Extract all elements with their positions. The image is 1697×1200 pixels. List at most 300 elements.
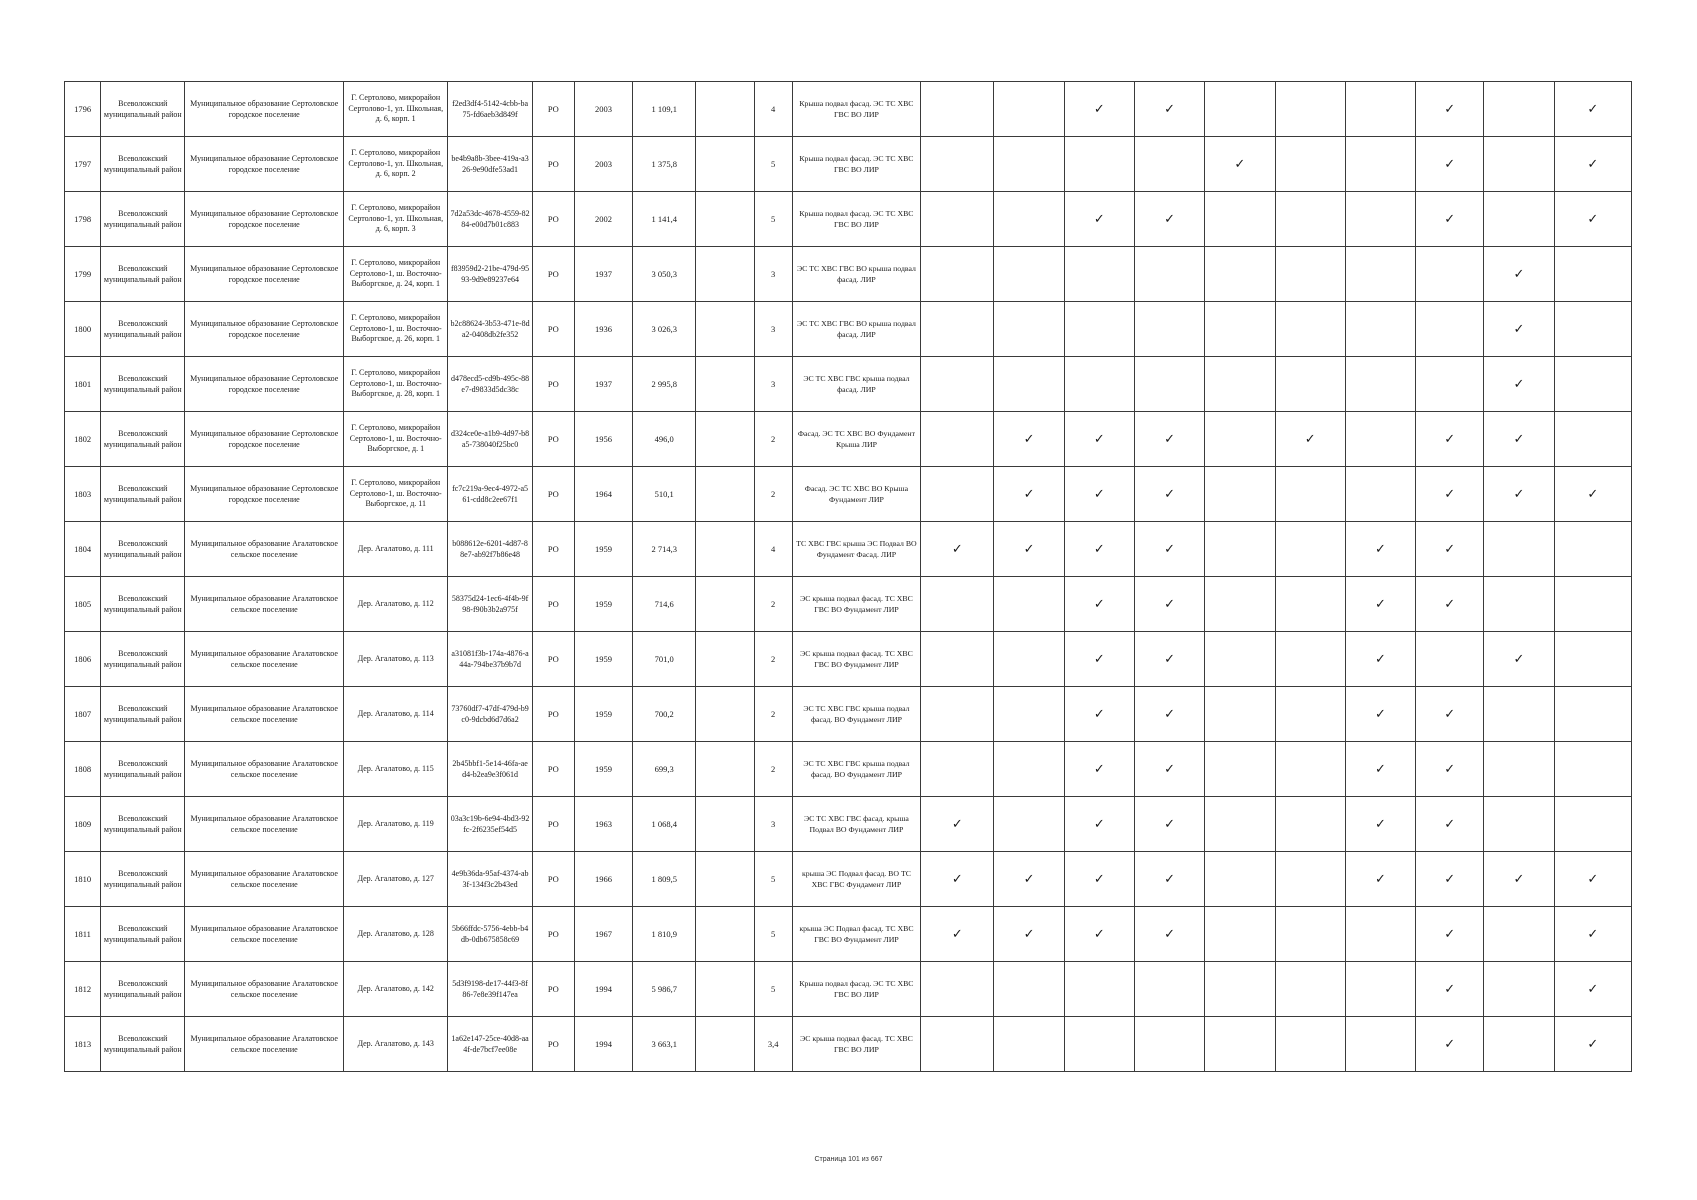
works-list-cell: ЭС ТС ХВС ГВС крыша подвал фасад. ЛИР (792, 357, 920, 412)
check-mark-icon: ✓ (1164, 486, 1176, 502)
area-cell: 3 050,3 (633, 247, 696, 302)
fund-type-cell: РО (532, 577, 574, 632)
fias-code-cell: 7d2a53dc-4678-4559-8284-e00d7b01c883 (448, 192, 532, 247)
work-check-cell-5 (1205, 1017, 1275, 1072)
build-year-cell: 1959 (574, 577, 632, 632)
work-check-cell-3 (1064, 247, 1134, 302)
work-check-cell-3 (1064, 962, 1134, 1017)
works-list-cell: ЭС ТС ХВС ГВС ВО крыша подвал фасад. ЛИР (792, 247, 920, 302)
district-cell: Всеволожский муниципальный район (101, 1017, 185, 1072)
build-year-cell: 1994 (574, 962, 632, 1017)
row-number-cell: 1812 (65, 962, 101, 1017)
work-check-cell-7 (1345, 687, 1415, 742)
address-cell: Г. Сертолово, микрорайон Сертолово-1, ш. Восточно-Выборгское, д. 24, корп. 1 (344, 247, 448, 302)
fund-type-cell: РО (532, 632, 574, 687)
work-check-cell-4 (1134, 632, 1204, 687)
row-number-cell: 1804 (65, 522, 101, 577)
row-number-cell: 1806 (65, 632, 101, 687)
works-list-cell: ТС ХВС ГВС крыша ЭС Подвал ВО Фундамент Фасад. ЛИР (792, 522, 920, 577)
work-check-cell-8 (1416, 632, 1484, 687)
work-check-cell-2 (994, 467, 1064, 522)
check-mark-icon: ✓ (951, 816, 963, 832)
work-check-cell-1 (921, 302, 994, 357)
build-year-cell: 1966 (574, 852, 632, 907)
work-check-cell-5 (1205, 577, 1275, 632)
work-check-cell-7 (1345, 522, 1415, 577)
work-check-cell-2 (994, 632, 1064, 687)
floors-cell: 5 (754, 137, 792, 192)
work-check-cell-9 (1484, 247, 1554, 302)
municipality-cell: Муниципальное образование Сертоловское городское поселение (185, 192, 344, 247)
municipality-cell: Муниципальное образование Агалатовское сельское поселение (185, 1017, 344, 1072)
work-check-cell-9 (1484, 577, 1554, 632)
work-check-cell-3 (1064, 742, 1134, 797)
floors-cell: 2 (754, 632, 792, 687)
work-check-cell-10 (1554, 247, 1631, 302)
check-mark-icon: ✓ (1374, 871, 1386, 887)
fias-code-cell: f83959d2-21be-479d-9593-9d9e89237e64 (448, 247, 532, 302)
work-check-cell-4 (1134, 522, 1204, 577)
table-row (65, 302, 1632, 357)
work-check-cell-4 (1134, 357, 1204, 412)
work-check-cell-6 (1275, 82, 1345, 137)
work-check-cell-1 (921, 907, 994, 962)
area-cell: 714,6 (633, 577, 696, 632)
address-cell: Дер. Агалатово, д. 115 (344, 742, 448, 797)
work-check-cell-7 (1345, 742, 1415, 797)
work-check-cell-4 (1134, 687, 1204, 742)
check-mark-icon: ✓ (1023, 486, 1035, 502)
check-mark-icon: ✓ (1093, 211, 1105, 227)
address-cell: Дер. Агалатово, д. 114 (344, 687, 448, 742)
row-number-cell: 1805 (65, 577, 101, 632)
empty-cell (696, 467, 754, 522)
floors-cell: 5 (754, 907, 792, 962)
work-check-cell-10 (1554, 907, 1631, 962)
works-list-cell: ЭС ТС ХВС ГВС ВО крыша подвал фасад. ЛИР (792, 302, 920, 357)
work-check-cell-5 (1205, 632, 1275, 687)
work-check-cell-2 (994, 852, 1064, 907)
work-check-cell-4 (1134, 742, 1204, 797)
fund-type-cell: РО (532, 522, 574, 577)
area-cell: 5 986,7 (633, 962, 696, 1017)
work-check-cell-6 (1275, 1017, 1345, 1072)
check-mark-icon: ✓ (1164, 706, 1176, 722)
table-row (65, 687, 1632, 742)
row-number-cell: 1802 (65, 412, 101, 467)
works-list-cell: Фасад. ЭС ТС ХВС ВО Крыша Фундамент ЛИР (792, 467, 920, 522)
floors-cell: 3,4 (754, 1017, 792, 1072)
work-check-cell-8 (1416, 907, 1484, 962)
municipality-cell: Муниципальное образование Сертоловское городское поселение (185, 82, 344, 137)
work-check-cell-3 (1064, 797, 1134, 852)
check-mark-icon: ✓ (1164, 101, 1176, 117)
address-cell: Г. Сертолово, микрорайон Сертолово-1, ш. Восточно-Выборгское, д. 28, корп. 1 (344, 357, 448, 412)
check-mark-icon: ✓ (1374, 761, 1386, 777)
address-cell: Дер. Агалатово, д. 143 (344, 1017, 448, 1072)
check-mark-icon: ✓ (1374, 596, 1386, 612)
work-check-cell-10 (1554, 522, 1631, 577)
work-check-cell-9 (1484, 192, 1554, 247)
check-mark-icon: ✓ (1164, 596, 1176, 612)
floors-cell: 3 (754, 302, 792, 357)
row-number-cell: 1803 (65, 467, 101, 522)
table-row (65, 412, 1632, 467)
work-check-cell-10 (1554, 82, 1631, 137)
check-mark-icon: ✓ (1513, 266, 1525, 282)
district-cell: Всеволожский муниципальный район (101, 907, 185, 962)
check-mark-icon: ✓ (1093, 596, 1105, 612)
check-mark-icon: ✓ (1164, 761, 1176, 777)
work-check-cell-10 (1554, 632, 1631, 687)
work-check-cell-7 (1345, 797, 1415, 852)
works-list-cell: Крыша подвал фасад. ЭС ТС ХВС ГВС ВО ЛИР (792, 192, 920, 247)
empty-cell (696, 522, 754, 577)
work-check-cell-2 (994, 577, 1064, 632)
work-check-cell-8 (1416, 687, 1484, 742)
row-number-cell: 1797 (65, 137, 101, 192)
work-check-cell-7 (1345, 907, 1415, 962)
work-check-cell-1 (921, 467, 994, 522)
address-cell: Г. Сертолово, микрорайон Сертолово-1, ул. Школьная, д. 6, корп. 1 (344, 82, 448, 137)
work-check-cell-3 (1064, 522, 1134, 577)
work-check-cell-4 (1134, 82, 1204, 137)
check-mark-icon: ✓ (1023, 541, 1035, 557)
table-row (65, 522, 1632, 577)
district-cell: Всеволожский муниципальный район (101, 192, 185, 247)
area-cell: 2 995,8 (633, 357, 696, 412)
floors-cell: 2 (754, 742, 792, 797)
work-check-cell-6 (1275, 632, 1345, 687)
work-check-cell-4 (1134, 1017, 1204, 1072)
check-mark-icon: ✓ (1513, 871, 1525, 887)
build-year-cell: 1963 (574, 797, 632, 852)
work-check-cell-6 (1275, 467, 1345, 522)
work-check-cell-5 (1205, 412, 1275, 467)
work-check-cell-10 (1554, 687, 1631, 742)
work-check-cell-10 (1554, 467, 1631, 522)
floors-cell: 2 (754, 577, 792, 632)
work-check-cell-2 (994, 137, 1064, 192)
fias-code-cell: 03a3c19b-6e94-4bd3-92fc-2f6235ef54d5 (448, 797, 532, 852)
work-check-cell-5 (1205, 137, 1275, 192)
work-check-cell-1 (921, 192, 994, 247)
fund-type-cell: РО (532, 247, 574, 302)
area-cell: 1 068,4 (633, 797, 696, 852)
work-check-cell-10 (1554, 852, 1631, 907)
work-check-cell-6 (1275, 137, 1345, 192)
table-row (65, 467, 1632, 522)
table-row (65, 797, 1632, 852)
table-row (65, 137, 1632, 192)
row-number-cell: 1807 (65, 687, 101, 742)
work-check-cell-2 (994, 1017, 1064, 1072)
check-mark-icon: ✓ (1164, 541, 1176, 557)
check-mark-icon: ✓ (1304, 431, 1316, 447)
municipality-cell: Муниципальное образование Агалатовское сельское поселение (185, 687, 344, 742)
work-check-cell-5 (1205, 82, 1275, 137)
work-check-cell-4 (1134, 577, 1204, 632)
check-mark-icon: ✓ (1023, 926, 1035, 942)
work-check-cell-9 (1484, 797, 1554, 852)
work-check-cell-6 (1275, 852, 1345, 907)
fund-type-cell: РО (532, 302, 574, 357)
empty-cell (696, 357, 754, 412)
work-check-cell-4 (1134, 962, 1204, 1017)
works-list-cell: крыша ЭС Подвал фасад. ВО ТС ХВС ГВС Фундамент ЛИР (792, 852, 920, 907)
work-check-cell-10 (1554, 742, 1631, 797)
work-check-cell-6 (1275, 302, 1345, 357)
work-check-cell-5 (1205, 467, 1275, 522)
check-mark-icon: ✓ (1444, 706, 1456, 722)
work-check-cell-3 (1064, 907, 1134, 962)
housing-registry-table (64, 81, 1632, 1072)
work-check-cell-6 (1275, 687, 1345, 742)
work-check-cell-4 (1134, 797, 1204, 852)
work-check-cell-1 (921, 797, 994, 852)
work-check-cell-7 (1345, 192, 1415, 247)
work-check-cell-1 (921, 247, 994, 302)
work-check-cell-8 (1416, 247, 1484, 302)
work-check-cell-9 (1484, 1017, 1554, 1072)
fias-code-cell: d478ecd5-cd9b-495c-88e7-d9833d5dc38c (448, 357, 532, 412)
work-check-cell-10 (1554, 1017, 1631, 1072)
work-check-cell-2 (994, 962, 1064, 1017)
district-cell: Всеволожский муниципальный район (101, 522, 185, 577)
area-cell: 701,0 (633, 632, 696, 687)
work-check-cell-9 (1484, 467, 1554, 522)
work-check-cell-9 (1484, 412, 1554, 467)
work-check-cell-3 (1064, 412, 1134, 467)
work-check-cell-5 (1205, 742, 1275, 797)
work-check-cell-7 (1345, 137, 1415, 192)
work-check-cell-3 (1064, 192, 1134, 247)
floors-cell: 2 (754, 467, 792, 522)
work-check-cell-7 (1345, 247, 1415, 302)
row-number-cell: 1808 (65, 742, 101, 797)
check-mark-icon: ✓ (1444, 101, 1456, 117)
work-check-cell-8 (1416, 1017, 1484, 1072)
check-mark-icon: ✓ (1093, 541, 1105, 557)
check-mark-icon: ✓ (1444, 816, 1456, 832)
build-year-cell: 1959 (574, 522, 632, 577)
floors-cell: 3 (754, 357, 792, 412)
row-number-cell: 1796 (65, 82, 101, 137)
work-check-cell-6 (1275, 577, 1345, 632)
address-cell: Дер. Агалатово, д. 113 (344, 632, 448, 687)
work-check-cell-3 (1064, 1017, 1134, 1072)
empty-cell (696, 82, 754, 137)
check-mark-icon: ✓ (1164, 871, 1176, 887)
district-cell: Всеволожский муниципальный район (101, 632, 185, 687)
work-check-cell-8 (1416, 467, 1484, 522)
work-check-cell-9 (1484, 357, 1554, 412)
work-check-cell-2 (994, 247, 1064, 302)
empty-cell (696, 632, 754, 687)
work-check-cell-8 (1416, 797, 1484, 852)
municipality-cell: Муниципальное образование Сертоловское городское поселение (185, 302, 344, 357)
check-mark-icon: ✓ (1023, 431, 1035, 447)
area-cell: 1 375,8 (633, 137, 696, 192)
work-check-cell-7 (1345, 577, 1415, 632)
area-cell: 3 026,3 (633, 302, 696, 357)
work-check-cell-8 (1416, 302, 1484, 357)
work-check-cell-3 (1064, 632, 1134, 687)
empty-cell (696, 192, 754, 247)
works-list-cell: крыша ЭС Подвал фасад. ТС ХВС ГВС ВО Фундамент ЛИР (792, 907, 920, 962)
check-mark-icon: ✓ (1587, 101, 1599, 117)
work-check-cell-5 (1205, 797, 1275, 852)
check-mark-icon: ✓ (1093, 706, 1105, 722)
address-cell: Дер. Агалатово, д. 112 (344, 577, 448, 632)
fund-type-cell: РО (532, 412, 574, 467)
empty-cell (696, 687, 754, 742)
empty-cell (696, 137, 754, 192)
work-check-cell-3 (1064, 687, 1134, 742)
check-mark-icon: ✓ (1164, 816, 1176, 832)
district-cell: Всеволожский муниципальный район (101, 742, 185, 797)
work-check-cell-9 (1484, 632, 1554, 687)
check-mark-icon: ✓ (1513, 321, 1525, 337)
work-check-cell-2 (994, 357, 1064, 412)
address-cell: Г. Сертолово, микрорайон Сертолово-1, ш. Восточно-Выборгское, д. 26, корп. 1 (344, 302, 448, 357)
district-cell: Всеволожский муниципальный район (101, 357, 185, 412)
works-list-cell: ЭС крыша подвал фасад. ТС ХВС ГВС ВО ЛИР (792, 1017, 920, 1072)
table-row (65, 577, 1632, 632)
work-check-cell-1 (921, 522, 994, 577)
check-mark-icon: ✓ (1587, 926, 1599, 942)
municipality-cell: Муниципальное образование Сертоловское городское поселение (185, 467, 344, 522)
check-mark-icon: ✓ (1444, 486, 1456, 502)
works-list-cell: ЭС ТС ХВС ГВС фасад. крыша Подвал ВО Фундамент ЛИР (792, 797, 920, 852)
works-list-cell: Крыша подвал фасад. ЭС ТС ХВС ГВС ВО ЛИР (792, 962, 920, 1017)
work-check-cell-2 (994, 522, 1064, 577)
check-mark-icon: ✓ (1444, 431, 1456, 447)
work-check-cell-3 (1064, 137, 1134, 192)
fund-type-cell: РО (532, 192, 574, 247)
check-mark-icon: ✓ (1513, 431, 1525, 447)
check-mark-icon: ✓ (1587, 981, 1599, 997)
work-check-cell-10 (1554, 137, 1631, 192)
district-cell: Всеволожский муниципальный район (101, 687, 185, 742)
work-check-cell-5 (1205, 852, 1275, 907)
works-list-cell: ЭС ТС ХВС ГВС крыша подвал фасад. ВО Фундамент ЛИР (792, 742, 920, 797)
check-mark-icon: ✓ (1164, 926, 1176, 942)
district-cell: Всеволожский муниципальный район (101, 467, 185, 522)
address-cell: Дер. Агалатово, д. 111 (344, 522, 448, 577)
work-check-cell-6 (1275, 797, 1345, 852)
work-check-cell-4 (1134, 907, 1204, 962)
work-check-cell-1 (921, 1017, 994, 1072)
build-year-cell: 1967 (574, 907, 632, 962)
check-mark-icon: ✓ (1374, 541, 1386, 557)
work-check-cell-1 (921, 577, 994, 632)
work-check-cell-4 (1134, 247, 1204, 302)
fias-code-cell: 4e9b36da-95af-4374-ab3f-134f3c2b43ed (448, 852, 532, 907)
check-mark-icon: ✓ (1444, 211, 1456, 227)
work-check-cell-8 (1416, 522, 1484, 577)
check-mark-icon: ✓ (1093, 761, 1105, 777)
work-check-cell-6 (1275, 907, 1345, 962)
check-mark-icon: ✓ (1444, 596, 1456, 612)
empty-cell (696, 1017, 754, 1072)
build-year-cell: 2003 (574, 82, 632, 137)
work-check-cell-8 (1416, 852, 1484, 907)
area-cell: 2 714,3 (633, 522, 696, 577)
work-check-cell-1 (921, 82, 994, 137)
build-year-cell: 1937 (574, 247, 632, 302)
area-cell: 700,2 (633, 687, 696, 742)
address-cell: Г. Сертолово, микрорайон Сертолово-1, ш. Восточно-Выборгское, д. 1 (344, 412, 448, 467)
check-mark-icon: ✓ (951, 871, 963, 887)
work-check-cell-10 (1554, 797, 1631, 852)
work-check-cell-6 (1275, 357, 1345, 412)
work-check-cell-8 (1416, 742, 1484, 797)
work-check-cell-5 (1205, 357, 1275, 412)
work-check-cell-5 (1205, 687, 1275, 742)
empty-cell (696, 907, 754, 962)
fias-code-cell: a31081f3b-174a-4876-a44a-794be37b9b7d (448, 632, 532, 687)
district-cell: Всеволожский муниципальный район (101, 137, 185, 192)
check-mark-icon: ✓ (1093, 486, 1105, 502)
row-number-cell: 1811 (65, 907, 101, 962)
fund-type-cell: РО (532, 467, 574, 522)
municipality-cell: Муниципальное образование Агалатовское сельское поселение (185, 742, 344, 797)
table-row (65, 1017, 1632, 1072)
work-check-cell-5 (1205, 962, 1275, 1017)
address-cell: Дер. Агалатово, д. 127 (344, 852, 448, 907)
check-mark-icon: ✓ (1513, 651, 1525, 667)
municipality-cell: Муниципальное образование Сертоловское городское поселение (185, 412, 344, 467)
build-year-cell: 1936 (574, 302, 632, 357)
fund-type-cell: РО (532, 82, 574, 137)
check-mark-icon: ✓ (1164, 211, 1176, 227)
work-check-cell-9 (1484, 302, 1554, 357)
address-cell: Г. Сертолово, микрорайон Сертолово-1, ул. Школьная, д. 6, корп. 2 (344, 137, 448, 192)
municipality-cell: Муниципальное образование Агалатовское сельское поселение (185, 907, 344, 962)
municipality-cell: Муниципальное образование Сертоловское городское поселение (185, 137, 344, 192)
check-mark-icon: ✓ (1444, 871, 1456, 887)
fund-type-cell: РО (532, 907, 574, 962)
work-check-cell-1 (921, 852, 994, 907)
empty-cell (696, 577, 754, 632)
table-body (65, 82, 1632, 1072)
check-mark-icon: ✓ (1093, 651, 1105, 667)
fund-type-cell: РО (532, 962, 574, 1017)
work-check-cell-6 (1275, 192, 1345, 247)
fund-type-cell: РО (532, 852, 574, 907)
empty-cell (696, 302, 754, 357)
work-check-cell-6 (1275, 962, 1345, 1017)
check-mark-icon: ✓ (1093, 871, 1105, 887)
check-mark-icon: ✓ (951, 926, 963, 942)
row-number-cell: 1798 (65, 192, 101, 247)
district-cell: Всеволожский муниципальный район (101, 302, 185, 357)
municipality-cell: Муниципальное образование Агалатовское сельское поселение (185, 962, 344, 1017)
work-check-cell-2 (994, 797, 1064, 852)
floors-cell: 2 (754, 412, 792, 467)
build-year-cell: 1956 (574, 412, 632, 467)
build-year-cell: 1937 (574, 357, 632, 412)
check-mark-icon: ✓ (1023, 871, 1035, 887)
works-list-cell: ЭС крыша подвал фасад. ТС ХВС ГВС ВО Фундамент ЛИР (792, 577, 920, 632)
work-check-cell-1 (921, 357, 994, 412)
work-check-cell-3 (1064, 467, 1134, 522)
build-year-cell: 1959 (574, 687, 632, 742)
work-check-cell-2 (994, 412, 1064, 467)
work-check-cell-4 (1134, 412, 1204, 467)
work-check-cell-1 (921, 632, 994, 687)
